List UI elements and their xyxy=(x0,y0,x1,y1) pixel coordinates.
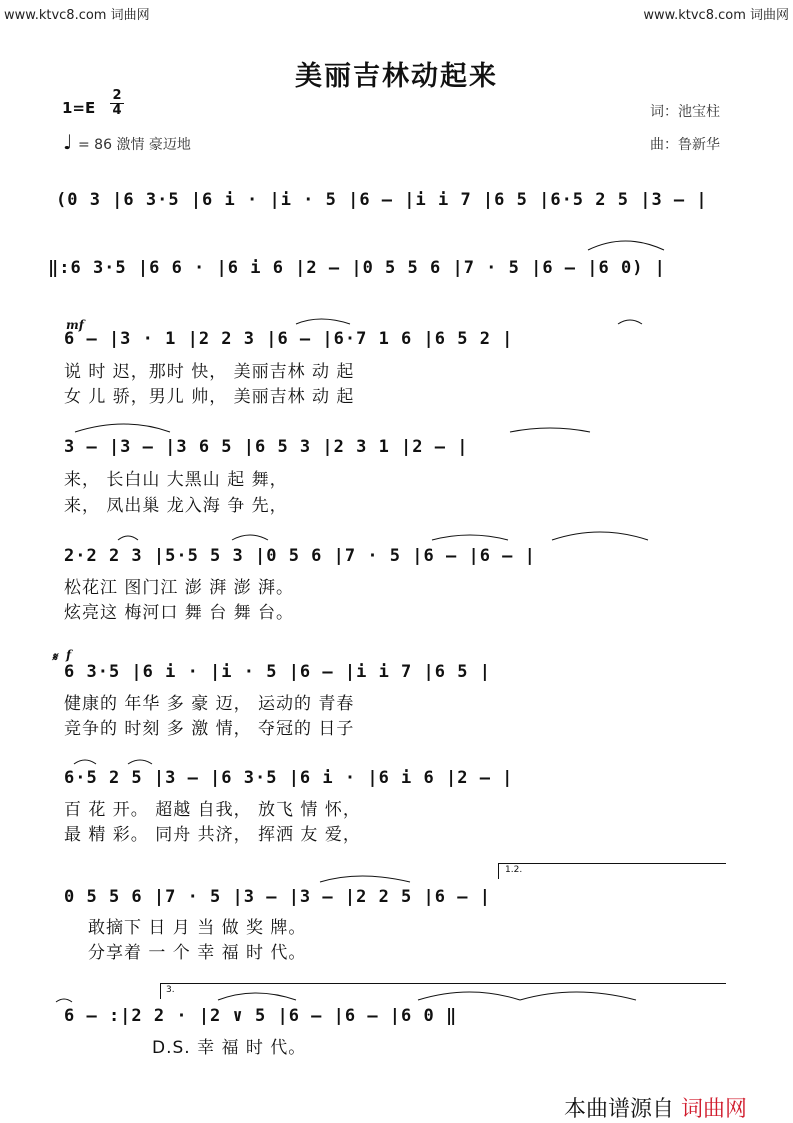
staff-5-notes: 2·2 2 3 |5·5 5 3 |0 5 6 |7 · 5 |6 – |6 – | xyxy=(64,546,536,566)
staff-5-lyrics-verse1: 松花江 图门江 澎 湃 澎 湃。 xyxy=(64,578,295,598)
staff-6-notes: 6 3·5 |6 i · |i · 5 |6 – |i i 7 |6 5 | xyxy=(64,662,491,682)
staff-7-lyrics-verse2: 最 精 彩。 同舟 共济， 挥洒 友 爱， xyxy=(64,825,361,845)
staff-9-notes: 6 – :|2 2 · |2 ∨ 5 |6 – |6 – |6 0 ‖ xyxy=(64,1006,458,1026)
staff-7-lyrics-verse1: 百 花 开。 超越 自我， 放飞 情 怀， xyxy=(64,800,361,820)
quarter-note-icon: ♩ xyxy=(63,130,73,154)
staff-6-lyrics-verse2: 竞争的 时刻 多 激 情， 夺冠的 日子 xyxy=(64,719,355,739)
key-signature: 1=E xyxy=(62,99,96,117)
dynamic-mf: mf xyxy=(66,318,84,332)
staff-3-notes: 6 – |3 · 1 |2 2 3 |6 – |6·7 1 6 |6 5 2 | xyxy=(64,329,514,349)
staff-9-lyrics-verse1: D.S. 幸 福 时 代。 xyxy=(152,1038,307,1058)
staff-2-notes: ‖:6 3·5 |6 6 · |6 i 6 |2 – |0 5 5 6 |7 · 5 |6 – |6 0) | xyxy=(48,258,666,278)
watermark-right: www.ktvc8.com 词曲网 xyxy=(643,8,789,23)
staff-6-lyrics-verse1: 健康的 年华 多 豪 迈， 运动的 青春 xyxy=(64,694,355,714)
segno-icon: 𝄋 xyxy=(52,650,58,664)
staff-1-notes: (0 3 |6 3·5 |6 i · |i · 5 |6 – |i i 7 |6 5 |6·5 2 5 |3 – | xyxy=(56,190,708,210)
volta-label-3: 3. xyxy=(166,985,175,995)
dynamic-f: f xyxy=(66,648,72,662)
time-sig-bottom: 4 xyxy=(112,103,122,118)
staff-8-lyrics-verse1: 敢摘下 日 月 当 做 奖 牌。 xyxy=(88,918,307,938)
staff-5-lyrics-verse2: 炫亮这 梅河口 舞 台 舞 台。 xyxy=(64,603,295,623)
volta-label-1-2: 1.2. xyxy=(505,865,523,875)
staff-3-lyrics-verse1: 说 时 迟，那时 快， 美丽吉林 动 起 xyxy=(64,362,355,382)
staff-7-notes: 6·5 2 5 |3 – |6 3·5 |6 i · |6 i 6 |2 – | xyxy=(64,768,514,788)
footer-text: 本曲谱源自 xyxy=(564,1097,675,1122)
watermark-left: www.ktvc8.com 词曲网 xyxy=(4,8,150,23)
staff-8-notes: 0 5 5 6 |7 · 5 |3 – |3 – |2 2 5 |6 – | xyxy=(64,887,491,907)
song-title: 美丽吉林动起来 xyxy=(295,61,498,92)
staff-8-lyrics-verse2: 分享着 一 个 幸 福 时 代。 xyxy=(88,943,307,963)
staff-4-notes: 3 – |3 – |3 6 5 |6 5 3 |2 3 1 |2 – | xyxy=(64,437,469,457)
tempo-marking: = 86 激情 豪迈地 xyxy=(78,137,191,153)
composer: 曲：鲁新华 xyxy=(650,137,720,153)
time-sig-top: 2 xyxy=(112,88,122,103)
staff-3-lyrics-verse2: 女 儿 骄，男儿 帅， 美丽吉林 动 起 xyxy=(64,387,355,407)
staff-4-lyrics-verse2: 来， 凤出巢 龙入海 争 先， xyxy=(64,496,288,516)
staff-4-lyrics-verse1: 来， 长白山 大黑山 起 舞， xyxy=(64,470,288,490)
footer-brand-link[interactable]: 词曲网 xyxy=(681,1097,748,1122)
footer xyxy=(564,1092,747,1123)
lyricist: 词：池宝柱 xyxy=(650,104,720,120)
